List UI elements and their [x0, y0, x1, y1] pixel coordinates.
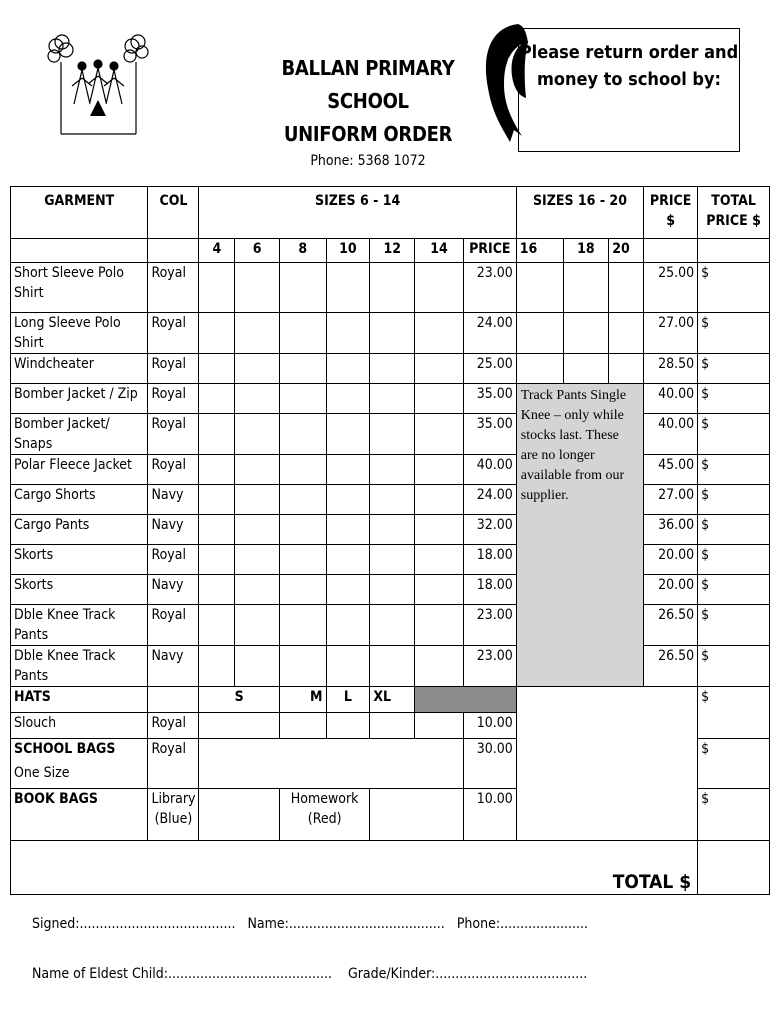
- garment-colour: Royal: [148, 313, 199, 354]
- row-total[interactable]: $: [698, 515, 770, 545]
- hats-total[interactable]: $: [698, 687, 770, 739]
- row-total[interactable]: $: [698, 646, 770, 687]
- qty-cell[interactable]: [609, 313, 644, 354]
- qty-cell[interactable]: [326, 545, 370, 575]
- price-large: 26.50: [644, 605, 698, 646]
- garment-colour: Royal: [148, 414, 199, 455]
- price-large: 45.00: [644, 455, 698, 485]
- col-total-price: [698, 187, 770, 239]
- slouch-l[interactable]: [326, 713, 370, 739]
- size-6: 6: [235, 239, 280, 263]
- book-bags-total[interactable]: $: [698, 789, 770, 841]
- hat-size-s: S: [199, 687, 279, 713]
- qty-cell[interactable]: [326, 263, 370, 313]
- row-total[interactable]: $: [698, 313, 770, 354]
- qty-cell[interactable]: [415, 455, 464, 485]
- qty-cell[interactable]: [370, 313, 415, 354]
- garment-row: [11, 354, 770, 384]
- col-sizes-6-14: SIZES 6 - 14: [199, 187, 516, 239]
- qty-cell[interactable]: [235, 485, 280, 515]
- qty-cell[interactable]: [279, 485, 326, 515]
- size-10: 10: [326, 239, 370, 263]
- garment-name: Bomber Jacket/ Snaps: [11, 414, 148, 455]
- book-bags-price: 10.00: [463, 789, 516, 841]
- track-pants-note: Track Pants Single Knee – only while stocks last. These are no longer available from our supplier.: [516, 384, 643, 687]
- price-small: 35.00: [463, 384, 516, 414]
- qty-cell[interactable]: [415, 485, 464, 515]
- book-bags-homework-qty[interactable]: [370, 789, 464, 841]
- row-total[interactable]: $: [698, 605, 770, 646]
- qty-cell[interactable]: [370, 354, 415, 384]
- hat-size-xl: XL: [370, 687, 415, 713]
- price-large: 27.00: [644, 313, 698, 354]
- garment-colour: Navy: [148, 646, 199, 687]
- qty-cell[interactable]: [370, 485, 415, 515]
- school-bags-label: SCHOOL BAGS: [14, 741, 116, 757]
- qty-cell[interactable]: [415, 313, 464, 354]
- price-large: 20.00: [644, 545, 698, 575]
- hats-label: HATS: [11, 687, 148, 713]
- garment-name: Skorts: [11, 575, 148, 605]
- price-large: 40.00: [644, 414, 698, 455]
- school-title-block: [250, 52, 486, 169]
- garment-colour: Navy: [148, 575, 199, 605]
- garment-row: [11, 263, 770, 313]
- row-total[interactable]: $: [698, 545, 770, 575]
- qty-cell[interactable]: [199, 605, 235, 646]
- qty-cell[interactable]: [279, 605, 326, 646]
- garment-name: Cargo Shorts: [11, 485, 148, 515]
- signed-field[interactable]: Signed:.......................................: [32, 916, 236, 932]
- qty-cell[interactable]: [279, 575, 326, 605]
- qty-cell[interactable]: [516, 313, 563, 354]
- school-bags-price: 30.00: [463, 739, 516, 789]
- garment-name: Dble Knee Track Pants: [11, 605, 148, 646]
- qty-cell[interactable]: [326, 646, 370, 687]
- qty-cell[interactable]: [199, 414, 235, 455]
- book-bags-label: BOOK BAGS: [11, 789, 148, 841]
- header-row-1: [11, 187, 770, 239]
- qty-cell[interactable]: [326, 313, 370, 354]
- row-total[interactable]: $: [698, 414, 770, 455]
- garment-name: Dble Knee Track Pants: [11, 646, 148, 687]
- school-name: BALLAN PRIMARY SCHOOL: [281, 56, 455, 113]
- qty-cell[interactable]: [199, 263, 235, 313]
- qty-cell[interactable]: [415, 263, 464, 313]
- blank-area: [516, 687, 697, 841]
- garment-row: [11, 575, 770, 605]
- qty-cell[interactable]: [199, 354, 235, 384]
- qty-cell[interactable]: [370, 545, 415, 575]
- price-small: 40.00: [463, 455, 516, 485]
- qty-cell[interactable]: [326, 515, 370, 545]
- qty-cell[interactable]: [516, 263, 563, 313]
- col-price-l1: PRICE: [649, 193, 692, 209]
- school-bags-sub: One Size: [14, 765, 70, 781]
- qty-cell[interactable]: [326, 575, 370, 605]
- qty-cell[interactable]: [326, 605, 370, 646]
- row-total[interactable]: $: [698, 384, 770, 414]
- qty-cell[interactable]: [279, 545, 326, 575]
- grand-total[interactable]: [698, 841, 770, 895]
- size-20: 20: [609, 239, 644, 263]
- qty-cell[interactable]: [415, 575, 464, 605]
- row-total[interactable]: $: [698, 485, 770, 515]
- garment-colour: Navy: [148, 485, 199, 515]
- garment-row: [11, 545, 770, 575]
- qty-cell[interactable]: [279, 414, 326, 455]
- qty-cell[interactable]: [326, 485, 370, 515]
- phone-field[interactable]: Phone:......................: [456, 916, 589, 932]
- school-bags-qty[interactable]: [199, 739, 463, 789]
- qty-cell[interactable]: [516, 354, 563, 384]
- hat-shaded-cell: [415, 687, 517, 713]
- qty-cell[interactable]: [415, 605, 464, 646]
- size-14: 14: [415, 239, 464, 263]
- qty-cell[interactable]: [370, 455, 415, 485]
- qty-cell[interactable]: [235, 263, 280, 313]
- qty-cell[interactable]: [370, 575, 415, 605]
- garment-row: [11, 414, 770, 455]
- qty-cell[interactable]: [326, 384, 370, 414]
- col-total-l2: PRICE $: [706, 213, 761, 229]
- col-garment: GARMENT: [11, 187, 148, 239]
- qty-cell[interactable]: [370, 605, 415, 646]
- garment-colour: Royal: [148, 263, 199, 313]
- school-bags-colour: Royal: [148, 739, 199, 789]
- row-total[interactable]: $: [698, 455, 770, 485]
- qty-cell[interactable]: [279, 455, 326, 485]
- qty-cell[interactable]: [199, 313, 235, 354]
- price-large: 25.00: [644, 263, 698, 313]
- qty-cell[interactable]: [235, 455, 280, 485]
- garment-row: [11, 485, 770, 515]
- qty-cell[interactable]: [199, 384, 235, 414]
- grade-field[interactable]: Grade/Kinder:......................................: [347, 966, 588, 982]
- price-small: 18.00: [463, 575, 516, 605]
- garment-name: Bomber Jacket / Zip: [11, 384, 148, 414]
- price-small: 24.00: [463, 313, 516, 354]
- slouch-price: 10.00: [463, 713, 516, 739]
- qty-cell[interactable]: [235, 354, 280, 384]
- name-field[interactable]: Name:.......................................: [247, 916, 445, 932]
- price-small: 32.00: [463, 515, 516, 545]
- price-small: 23.00: [463, 646, 516, 687]
- return-by-box[interactable]: [518, 28, 740, 152]
- garment-row: [11, 455, 770, 485]
- qty-cell[interactable]: [235, 646, 280, 687]
- col-price: [644, 187, 698, 239]
- garment-row: [11, 515, 770, 545]
- qty-cell[interactable]: [279, 384, 326, 414]
- slouch-m[interactable]: [279, 713, 326, 739]
- price-small: 25.00: [463, 354, 516, 384]
- garment-row: [11, 313, 770, 354]
- price-large: 40.00: [644, 384, 698, 414]
- qty-cell[interactable]: [199, 575, 235, 605]
- qty-cell[interactable]: [199, 455, 235, 485]
- size-8: 8: [279, 239, 326, 263]
- school-bags-cell: [11, 739, 148, 789]
- qty-cell[interactable]: [199, 545, 235, 575]
- garment-row: [11, 605, 770, 646]
- qty-cell[interactable]: [235, 515, 280, 545]
- qty-cell[interactable]: [563, 354, 609, 384]
- price-small: 24.00: [463, 485, 516, 515]
- price-large: 27.00: [644, 485, 698, 515]
- size-4: 4: [199, 239, 235, 263]
- row-total[interactable]: $: [698, 575, 770, 605]
- total-row: [11, 841, 770, 895]
- garment-colour: Royal: [148, 605, 199, 646]
- price-large: 36.00: [644, 515, 698, 545]
- school-phone: Phone: 5368 1072: [310, 153, 426, 169]
- price-large: 26.50: [644, 646, 698, 687]
- qty-cell[interactable]: [235, 575, 280, 605]
- qty-cell[interactable]: [609, 354, 644, 384]
- qty-cell[interactable]: [415, 545, 464, 575]
- qty-cell[interactable]: [415, 384, 464, 414]
- hat-size-m: M: [279, 687, 326, 713]
- footer-line-2: [32, 966, 587, 982]
- price-large: 28.50: [644, 354, 698, 384]
- qty-cell[interactable]: [326, 455, 370, 485]
- qty-cell[interactable]: [563, 313, 609, 354]
- header-row-2: [11, 239, 770, 263]
- qty-cell[interactable]: [415, 515, 464, 545]
- row-total[interactable]: $: [698, 354, 770, 384]
- school-logo: [46, 34, 150, 140]
- qty-cell[interactable]: [370, 263, 415, 313]
- qty-cell[interactable]: [279, 515, 326, 545]
- total-label: TOTAL $: [11, 841, 698, 895]
- garment-name: Windcheater: [11, 354, 148, 384]
- qty-cell[interactable]: [235, 545, 280, 575]
- qty-cell[interactable]: [563, 263, 609, 313]
- qty-cell[interactable]: [415, 414, 464, 455]
- order-table: [10, 186, 770, 895]
- garment-name: Short Sleeve Polo Shirt: [11, 263, 148, 313]
- qty-cell[interactable]: [199, 485, 235, 515]
- garment-colour: Royal: [148, 545, 199, 575]
- garment-row: [11, 646, 770, 687]
- garment-colour: Royal: [148, 455, 199, 485]
- book-bags-homework: Homework (Red): [279, 789, 369, 841]
- qty-cell[interactable]: [609, 263, 644, 313]
- slouch-xl[interactable]: [370, 713, 415, 739]
- qty-cell[interactable]: [370, 515, 415, 545]
- col-price-l2: $: [666, 213, 676, 229]
- size-12: 12: [370, 239, 415, 263]
- garment-name: Long Sleeve Polo Shirt: [11, 313, 148, 354]
- garment-colour: Royal: [148, 354, 199, 384]
- garment-name: Skorts: [11, 545, 148, 575]
- hat-size-l: L: [326, 687, 370, 713]
- qty-cell[interactable]: [199, 515, 235, 545]
- slouch-colour: Royal: [148, 713, 199, 739]
- col-sizes-16-20: SIZES 16 - 20: [516, 187, 643, 239]
- footer-line-1: [32, 916, 588, 932]
- garment-name: Cargo Pants: [11, 515, 148, 545]
- garment-colour: Navy: [148, 515, 199, 545]
- size-16: 16: [516, 239, 563, 263]
- qty-cell[interactable]: [370, 414, 415, 455]
- qty-cell[interactable]: [235, 384, 280, 414]
- school-bags-total[interactable]: $: [698, 739, 770, 789]
- qty-cell[interactable]: [415, 354, 464, 384]
- return-note: Please return order and money to school by:: [519, 42, 739, 90]
- slouch-s[interactable]: [199, 713, 279, 739]
- garment-colour: Royal: [148, 384, 199, 414]
- book-bags-library: Library (Blue): [148, 789, 199, 841]
- qty-cell[interactable]: [199, 646, 235, 687]
- col-price-small: PRICE: [463, 239, 516, 263]
- qty-cell[interactable]: [279, 354, 326, 384]
- qty-cell[interactable]: [235, 414, 280, 455]
- qty-cell[interactable]: [326, 414, 370, 455]
- qty-cell[interactable]: [370, 384, 415, 414]
- price-small: 23.00: [463, 263, 516, 313]
- col-colour: COL: [148, 187, 199, 239]
- qty-cell[interactable]: [279, 646, 326, 687]
- price-large: 20.00: [644, 575, 698, 605]
- qty-cell[interactable]: [279, 263, 326, 313]
- row-total[interactable]: $: [698, 263, 770, 313]
- hats-row: [11, 687, 770, 713]
- qty-cell[interactable]: [235, 605, 280, 646]
- qty-cell[interactable]: [370, 646, 415, 687]
- garment-row: [11, 384, 770, 414]
- price-small: 23.00: [463, 605, 516, 646]
- col-total-l1: TOTAL: [711, 193, 756, 209]
- qty-cell[interactable]: [415, 646, 464, 687]
- price-small: 35.00: [463, 414, 516, 455]
- book-bags-library-qty[interactable]: [199, 789, 279, 841]
- qty-cell[interactable]: [235, 313, 280, 354]
- size-18: 18: [563, 239, 609, 263]
- slouch-label: Slouch: [11, 713, 148, 739]
- qty-cell[interactable]: [326, 354, 370, 384]
- form-title: UNIFORM ORDER: [283, 122, 453, 146]
- garment-name: Polar Fleece Jacket: [11, 455, 148, 485]
- eldest-child-field[interactable]: Name of Eldest Child:.........................................: [32, 966, 332, 982]
- qty-cell[interactable]: [279, 313, 326, 354]
- price-small: 18.00: [463, 545, 516, 575]
